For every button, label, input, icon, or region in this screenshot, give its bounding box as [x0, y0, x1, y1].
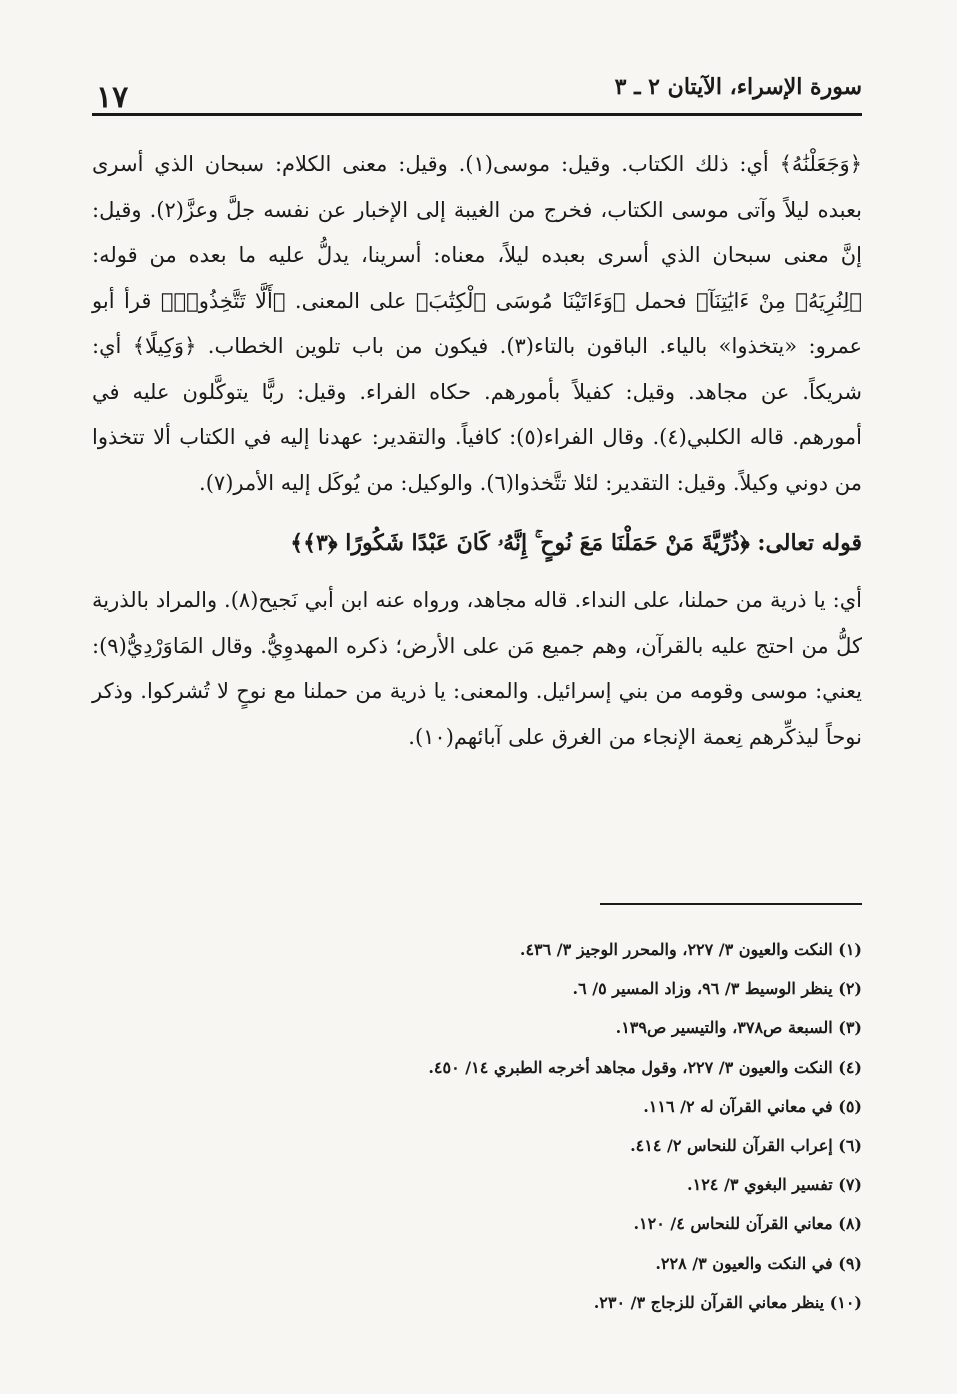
footnote: (١٠) ينظر معاني القرآن للزجاج ٣/ ٢٣٠. — [593, 1292, 862, 1312]
footnote: (٥) في معاني القرآن له ٢/ ١١٦. — [643, 1096, 862, 1116]
page-number: ١٧ — [96, 80, 129, 115]
footnote: (٧) تفسير البغوي ٣/ ١٢٤. — [687, 1175, 862, 1195]
paragraph-commentary-verse-2: ﴿وَجَعَلْنَٰهُ﴾ أي: ذلك الكتاب. وقيل: موسى(١). وقيل: معنى الكلام: سبحان الذي أسرى بعبده ليلاً وآتى موسى الكتاب، فخرج من الغيبة إلى الإخبار عن نفسه جلَّ وعزَّ(٢). وقيل: إنَّ معنى سبحان الذي أسرى بعبده ليلاً، معناه: أسرينا، يدلُّ عليه ما بعده من قوله: ﴿لِنُرِيَهُۥ مِنْ ءَايَٰتِنَآ﴾ فحمل ﴿وَءَاتَيْنَا مُوسَى ٱلْكِتَٰبَ﴾ على المعنى. ﴿أَلَّا تَتَّخِذُوا۟﴾ قرأ أبو عمرو: «يتخذوا» بالياء. الباقون بالتاء(٣). فيكون من باب تلوين الخطاب. ﴿وَكِيلًا﴾ أي: شريكاً. عن مجاهد. وقيل: كفيلاً بأمورهم. حكاه الفراء. وقيل: ربًّا يتوكَّلون عليه في أمورهم. قاله الكلبي(٤). وقال الفراء(٥): كافياً. والتقدير: عهدنا إليه في الكتاب ألا تتخذوا من دوني وكيلاً. وقيل: التقدير: لئلا تتَّخذوا(٦). والوكيل: من يُوكَل إليه الأمر(٧). — [92, 152, 863, 495]
header-rule — [92, 113, 862, 116]
verse-heading: قوله تعالى: ﴿ذُرِّيَّةَ مَنْ حَمَلْنَا مَعَ نُوحٍ ۚ إِنَّهُۥ كَانَ عَبْدًا شَكُورًا ﴿٣﴾﴾ — [290, 530, 862, 556]
running-title: سورة الإسراء، الآيتان ٢ ـ ٣ — [614, 74, 862, 100]
footnote: (٦) إعراب القرآن للنحاس ٢/ ٤١٤. — [630, 1136, 862, 1156]
footnote: (٣) السبعة ص٣٧٨، والتيسير ص١٣٩. — [615, 1018, 862, 1038]
footnote: (١) النكت والعيون ٣/ ٢٢٧، والمحرر الوجيز ٣/ ٤٣٦. — [519, 940, 862, 959]
footnote: (٢) ينظر الوسيط ٣/ ٩٦، وزاد المسير ٥/ ٦. — [572, 979, 862, 999]
paragraph-commentary-verse-3: أي: يا ذرية من حملنا، على النداء. قاله مجاهد، ورواه عنه ابن أبي نَجيح(٨). والمراد بالذرية كلُّ من احتج عليه بالقرآن، وهم جميع مَن على الأرض؛ ذكره المهدوِيُّ. وقال المَاوَرْدِيُّ(٩): يعني: موسى وقومه من بني إسرائيل. والمعنى: يا ذرية من حملنا مع نوحٍ لا تُشركوا. وذكر نوحاً ليذكِّرهم نِعمة الإنجاء من الغرق على آبائهم(١٠). — [92, 588, 862, 749]
footnote: (٤) النكت والعيون ٣/ ٢٢٧، وقول مجاهد أخرجه الطبري ١٤/ ٤٥٠. — [428, 1057, 862, 1077]
footnote: (٨) معاني القرآن للنحاس ٤/ ١٢٠. — [633, 1214, 862, 1234]
page-header — [92, 66, 862, 116]
footnote: (٩) في النكت والعيون ٣/ ٢٢٨. — [655, 1253, 862, 1273]
footnote-separator — [600, 903, 862, 905]
main-text — [92, 142, 862, 760]
footnotes-list — [92, 930, 862, 1322]
